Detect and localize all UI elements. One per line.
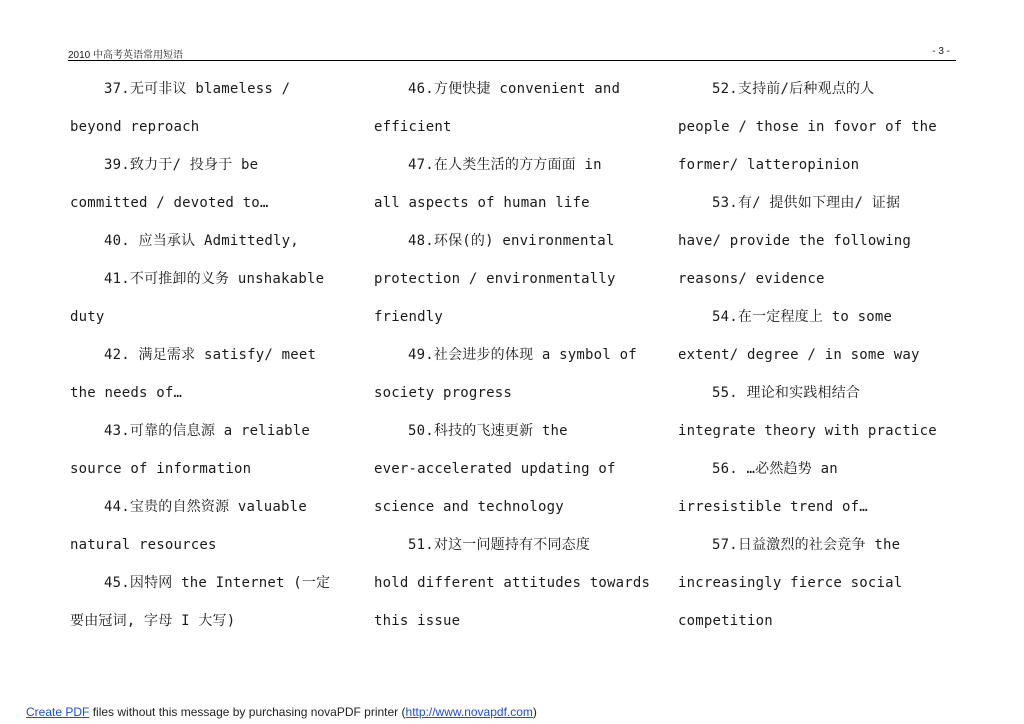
phrase-line: committed / devoted to… (70, 195, 269, 211)
header-title: 2010 中高考英语常用短语 (68, 50, 184, 61)
phrase-line: integrate theory with practice (678, 423, 937, 439)
phrase-line: hold different attitudes towards (374, 575, 651, 591)
phrase-line: 51.对这一问题持有不同态度 (408, 537, 591, 553)
phrase-line: 54.在一定程度上 to some (712, 309, 893, 325)
novapdf-link[interactable]: http://www.novapdf.com (405, 705, 533, 719)
phrase-line: 39.致力于/ 投身于 be (104, 157, 259, 173)
phrase-line: science and technology (374, 499, 564, 515)
phrase-line: society progress (374, 385, 513, 401)
phrase-line: natural resources (70, 537, 217, 553)
phrase-line: beyond reproach (70, 119, 200, 135)
pdf-footer (26, 705, 537, 719)
phrase-line: irresistible trend of… (678, 499, 868, 515)
footer-end: ) (532, 705, 537, 719)
phrase-line: 43.可靠的信息源 a reliable (104, 423, 311, 439)
phrase-line: 57.日益激烈的社会竞争 the (712, 537, 901, 553)
phrase-line: protection / environmentally (374, 271, 616, 287)
phrase-line: ever-accelerated updating of (374, 461, 616, 477)
phrase-line: this issue (374, 613, 461, 629)
phrase-line: people / those in fovor of the (678, 119, 937, 135)
column-2 (374, 70, 664, 640)
column-3 (678, 70, 968, 640)
phrase-line: 48.环保(的) environmental (408, 233, 615, 249)
phrase-line: 要由冠词, 字母 I 大写) (70, 613, 236, 629)
phrase-line: 41.不可推卸的义务 unshakable (104, 271, 325, 287)
phrase-line: former/ latteropinion (678, 157, 860, 173)
phrase-line: 55. 理论和实践相结合 (712, 385, 861, 401)
phrase-line: 47.在人类生活的方方面面 in (408, 157, 602, 173)
phrase-line: all aspects of human life (374, 195, 590, 211)
phrase-line: extent/ degree / in some way (678, 347, 920, 363)
phrase-line: 42. 满足需求 satisfy/ meet (104, 347, 317, 363)
column-1 (70, 70, 360, 640)
phrase-line: have/ provide the following (678, 233, 911, 249)
phrase-line: 56. …必然趋势 an (712, 461, 838, 477)
phrase-line: 53.有/ 提供如下理由/ 证据 (712, 195, 901, 211)
footer-text: files without this message by purchasing novaPDF printer ( (89, 705, 406, 719)
phrase-line: efficient (374, 119, 452, 135)
phrase-line: the needs of… (70, 385, 183, 401)
phrase-line: 46.方便快捷 convenient and (408, 81, 621, 97)
phrase-line: duty (70, 309, 105, 325)
phrase-line: source of information (70, 461, 252, 477)
phrase-line: 49.社会进步的体现 a symbol of (408, 347, 637, 363)
create-pdf-link[interactable]: Create PDF (26, 705, 90, 719)
page-number: - 3 - (932, 46, 950, 57)
phrase-line: 37.无可非议 blameless / (104, 81, 291, 97)
phrase-line: 44.宝贵的自然资源 valuable (104, 499, 307, 515)
phrase-line: friendly (374, 309, 444, 325)
phrase-line: 52.支持前/后种观点的人 (712, 81, 875, 97)
phrase-line: 40. 应当承认 Admittedly, (104, 233, 299, 249)
phrase-line: competition (678, 613, 773, 629)
page-header (68, 44, 956, 61)
phrase-line: reasons/ evidence (678, 271, 825, 287)
phrase-line: 50.科技的飞速更新 the (408, 423, 568, 439)
phrase-line: increasingly fierce social (678, 575, 903, 591)
phrase-line: 45.因特网 the Internet (一定 (104, 575, 331, 591)
